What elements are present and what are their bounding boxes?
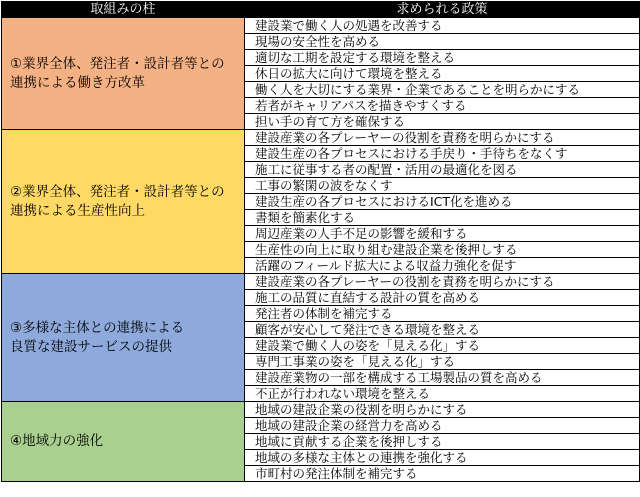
- policy-item: 不正が行われない環境を整える: [245, 386, 640, 402]
- policy-item: 適切な工期を設定する環境を整える: [245, 50, 640, 66]
- policy-item: 建設業で働く人の処遇を改善する: [245, 18, 640, 34]
- pillar-title-line1: ③多様な主体との連携による: [10, 319, 185, 336]
- policy-item: 担い手の育て方を確保する: [245, 114, 640, 130]
- table-row: [2, 402, 640, 418]
- table-row: [2, 18, 640, 34]
- pillar-cell: [2, 18, 245, 130]
- header-policy: 求められる政策: [245, 2, 640, 18]
- policy-item: 建設生産の各プロセスにおけるICT化を進める: [245, 194, 640, 210]
- table-row: [2, 130, 640, 146]
- header-row: [2, 2, 640, 18]
- policy-item: 建設産業の各プレーヤーの役割を責務を明らかにする: [245, 130, 640, 146]
- policy-item: 施工に従事する者の配置・活用の最適化を図る: [245, 162, 640, 178]
- policy-item: 地域の建設企業の経営力を高める: [245, 418, 640, 434]
- pillar-title-line2: 連携による生産性向上: [10, 202, 145, 219]
- policy-item: 発注者の体制を補完する: [245, 306, 640, 322]
- policy-item: 働く人を大切にする業界・企業であることを明らかにする: [245, 82, 640, 98]
- policy-table: [1, 1, 640, 482]
- policy-item: 建設産業の各プレーヤーの役割を責務を明らかにする: [245, 274, 640, 290]
- policy-item: 建設生産の各プロセスにおける手戻り・手待ちをなくす: [245, 146, 640, 162]
- policy-item: 活躍のフィールド拡大による収益力強化を促す: [245, 258, 640, 274]
- policy-item: 施工の品質に直結する設計の質を高める: [245, 290, 640, 306]
- pillar-cell: [2, 402, 245, 482]
- pillar-cell: [2, 130, 245, 274]
- policy-item: 地域の多様な主体との連携を強化する: [245, 450, 640, 466]
- pillar-title-line1: ④地域力の強化: [10, 433, 104, 449]
- pillar-title-line1: ①業界全体、発注者・設計者等との: [10, 55, 225, 72]
- policy-item: 工事の繁閑の波をなくす: [245, 178, 640, 194]
- policy-item: 書類を簡素化する: [245, 210, 640, 226]
- pillar-title-line2: 連携による働き方改革: [10, 74, 145, 91]
- pillar-title-line1: ②業界全体、発注者・設計者等との: [10, 183, 225, 200]
- policy-item: 若者がキャリアパスを描きやすくする: [245, 98, 640, 114]
- table-body: [2, 18, 640, 482]
- policy-item: 周辺産業の人手不足の影響を緩和する: [245, 226, 640, 242]
- table-row: [2, 274, 640, 290]
- policy-item: 専門工事業の姿を「見える化」する: [245, 354, 640, 370]
- policy-item: 建設業で働く人の姿を「見える化」する: [245, 338, 640, 354]
- policy-item: 地域の建設企業の役割を明らかにする: [245, 402, 640, 418]
- pillar-cell: [2, 274, 245, 402]
- policy-item: 現場の安全性を高める: [245, 34, 640, 50]
- policy-item: 休日の拡大に向けて環境を整える: [245, 66, 640, 82]
- header-pillar: 取組みの柱: [2, 2, 245, 18]
- pillar-title-line2: 良質な建設サービスの提供: [10, 338, 172, 355]
- policy-item: 地域に貢献する企業を後押しする: [245, 434, 640, 450]
- policy-item: 生産性の向上に取り組む建設企業を後押しする: [245, 242, 640, 258]
- policy-item: 顧客が安心して発注できる環境を整える: [245, 322, 640, 338]
- policy-item: 建設産業物の一部を構成する工場製品の質を高める: [245, 370, 640, 386]
- policy-item: 市町村の発注体制を補完する: [245, 466, 640, 482]
